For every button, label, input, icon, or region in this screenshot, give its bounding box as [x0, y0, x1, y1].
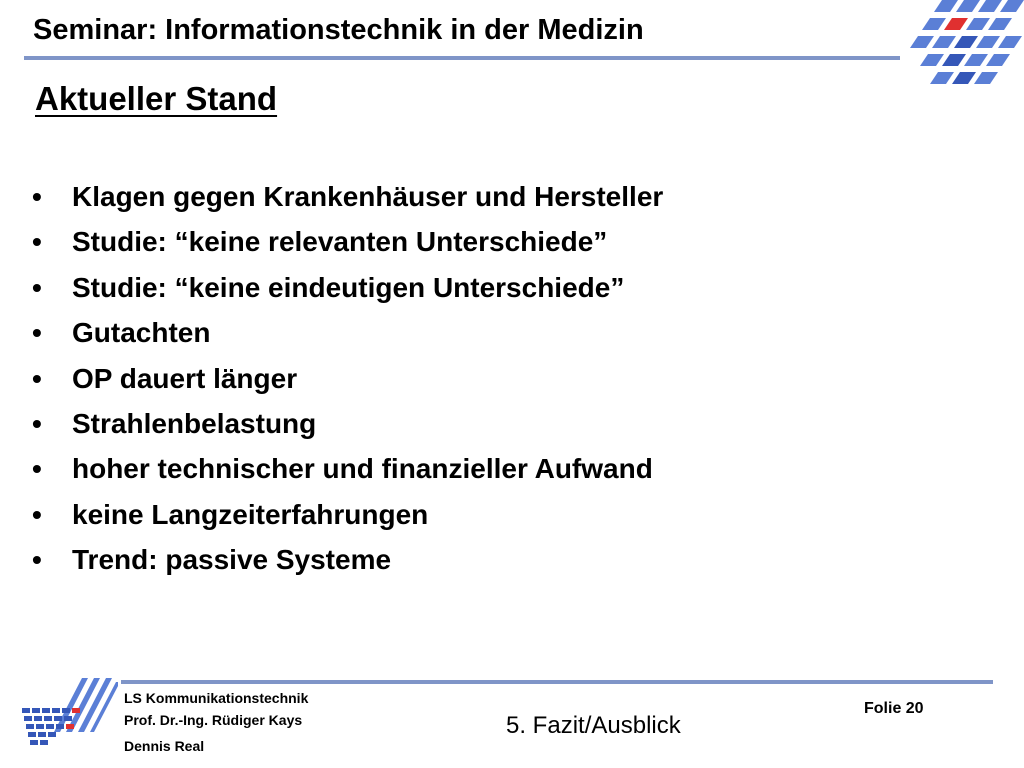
bullet-marker: •: [32, 407, 42, 439]
bullet-marker: •: [32, 544, 42, 576]
bullet-marker: •: [32, 226, 42, 258]
list-item: [32, 181, 663, 226]
bullet-text: Trend: passive Systeme: [72, 544, 392, 576]
list-item: [32, 226, 663, 271]
bullet-text: Studie: “keine eindeutigen Unterschiede”: [72, 271, 625, 303]
list-item: [32, 544, 663, 589]
slide-title: Aktueller Stand: [35, 80, 278, 117]
bullet-text: Studie: “keine relevanten Unterschiede”: [72, 226, 608, 258]
university-logo-icon: [906, 0, 1024, 96]
list-item: [32, 453, 663, 498]
bullet-text: Gutachten: [72, 317, 211, 349]
list-item: [32, 499, 663, 544]
bullet-marker: •: [32, 498, 42, 530]
list-item: [32, 272, 663, 317]
bullet-marker: •: [32, 271, 42, 303]
list-item: [32, 408, 663, 453]
bullet-marker: •: [32, 362, 42, 394]
bullet-text: hoher technischer und finanzieller Aufwand: [72, 453, 653, 485]
footer-divider: [121, 680, 993, 684]
header-title: Seminar: Informationstechnik in der Medizin: [33, 14, 644, 46]
header-divider: [24, 56, 900, 60]
bullet-text: Klagen gegen Krankenhäuser und Hersteller: [72, 181, 664, 212]
bullet-marker: •: [32, 317, 42, 349]
footer-professor: Prof. Dr.-Ing. Rüdiger Kays: [124, 712, 303, 728]
footer-department: LS Kommunikationstechnik: [124, 690, 309, 706]
list-item: [32, 363, 663, 408]
bullet-text: Strahlenbelastung: [72, 407, 317, 439]
footer-author: Dennis Real: [124, 738, 205, 754]
bullet-text: keine Langzeiterfahrungen: [72, 498, 429, 530]
bullet-marker: •: [32, 181, 42, 212]
department-logo-icon: [18, 678, 118, 748]
slide-number: Folie 20: [864, 700, 924, 717]
bullet-text: OP dauert länger: [72, 362, 298, 394]
list-item: [32, 317, 663, 362]
bullet-list: [32, 181, 663, 590]
footer-section-title: 5. Fazit/Ausblick: [506, 712, 681, 739]
bullet-marker: •: [32, 453, 42, 485]
